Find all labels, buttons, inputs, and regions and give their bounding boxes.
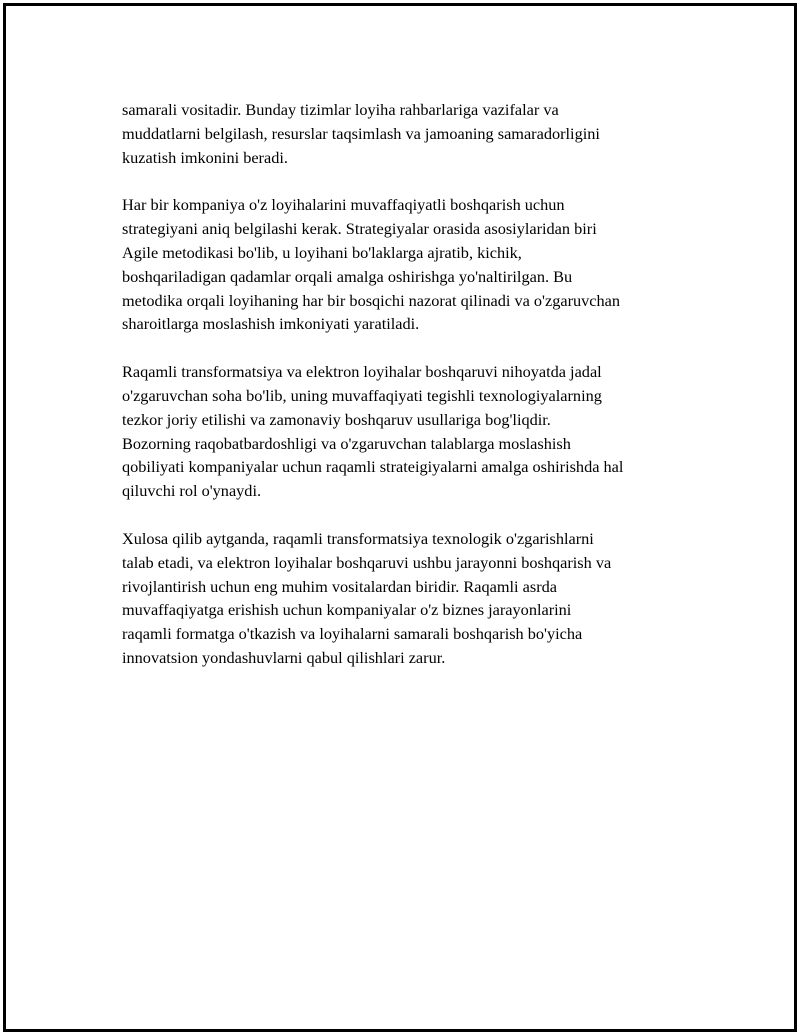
text-line: metodika orqali loyihaning har bir bosqichi nazorat qilinadi va o'zgaruvchan (122, 290, 621, 310)
text-line: o'zgaruvchan soha bo'lib, uning muvaffaqiyati tegishli texnologiyalarning (122, 385, 602, 405)
document-body (122, 98, 702, 694)
text-line: sharoitlarga moslashish imkoniyati yaratiladi. (122, 314, 420, 334)
text-line: qobiliyati kompaniyalar uchun raqamli strateigiyalarni amalga oshirishda hal (122, 457, 624, 477)
page-frame (3, 3, 797, 1032)
paragraph-1 (122, 98, 702, 169)
paragraph-2 (122, 193, 702, 336)
text-line: muvaffaqiyatga erishish uchun kompaniyalar o'z biznes jarayonlarini (122, 600, 572, 620)
text-line: muddatlarni belgilash, resurslar taqsimlash va jamoaning samaradorligini (122, 123, 600, 143)
text-line: innovatsion yondashuvlarni qabul qilishlari zarur. (122, 647, 446, 667)
text-line: tezkor joriy etilishi va zamonaviy boshqaruv usullariga bog'liqdir. (122, 409, 551, 429)
text-line: samarali vositadir. Bunday tizimlar loyiha rahbarlariga vazifalar va (122, 100, 559, 119)
text-line: boshqariladigan qadamlar orqali amalga oshirishga yo'naltirilgan. Bu (122, 266, 573, 286)
text-line: Xulosa qilib aytganda, raqamli transformatsiya texnologik o'zgarishlarni (122, 528, 594, 548)
text-line: talab etadi, va elektron loyihalar boshqaruvi ushbu jarayonni boshqarish va (122, 552, 612, 572)
text-line: Bozorning raqobatbardoshligi va o'zgaruvchan talablarga moslashish (122, 433, 571, 453)
text-line: rivojlantirish uchun eng muhim vositalardan biridir. Raqamli asrda (122, 576, 557, 596)
text-line: qiluvchi rol o'ynaydi. (122, 481, 262, 501)
paragraph-4 (122, 527, 702, 670)
paragraph-3 (122, 360, 702, 503)
text-line: Raqamli transformatsiya va elektron loyihalar boshqaruvi nihoyatda jadal (122, 362, 602, 382)
text-line: kuzatish imkonini beradi. (122, 147, 288, 167)
text-line: Har bir kompaniya o'z loyihalarini muvaffaqiyatli boshqarish uchun (122, 195, 565, 215)
text-line: raqamli formatga o'tkazish va loyihalarni samarali boshqarish bo'yicha (122, 624, 583, 644)
text-line: Agile metodikasi bo'lib, u loyihani bo'laklarga ajratib, kichik, (122, 242, 522, 262)
text-line: strategiyani aniq belgilashi kerak. Strategiyalar orasida asosiylaridan biri (122, 219, 597, 239)
